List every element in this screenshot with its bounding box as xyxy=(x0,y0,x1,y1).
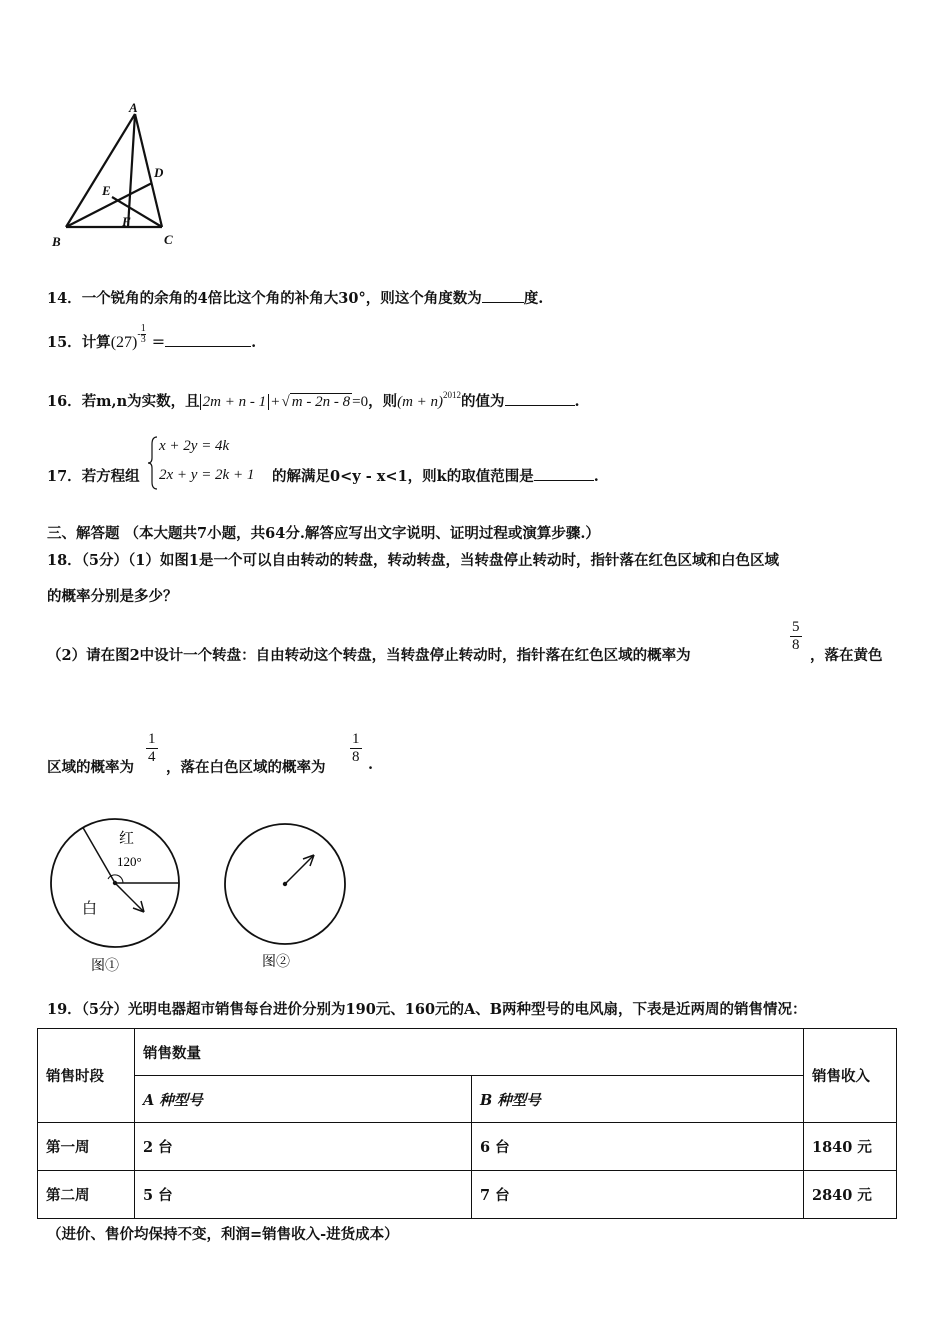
label-e: E xyxy=(102,183,111,198)
q16-plus: + xyxy=(271,394,280,410)
q17-condition xyxy=(272,465,599,486)
q18-line-1: 18．（5分）（1）如图1是一个可以自由转动的转盘，转动转盘，当转盘停止转动时，指针落在红色区域和白色区域 xyxy=(47,552,779,569)
q15-exp-num: 1 xyxy=(140,323,146,335)
question-15 xyxy=(47,323,257,355)
yellow-prob-den: 4 xyxy=(148,749,156,765)
q15-suffix: . xyxy=(251,334,257,351)
row-1-period: 第一周 xyxy=(38,1123,135,1171)
q16-suffix: . xyxy=(574,393,580,410)
spinner-2-pointer xyxy=(285,855,314,884)
label-b: B xyxy=(52,234,61,249)
section-3-title: 三、解答题 （本大题共7小题，共64分.解答应写出文字说明、证明过程或演算步骤.） xyxy=(47,525,600,542)
q15-number: 15． xyxy=(47,334,82,351)
figure-1-caption: 图① xyxy=(91,959,119,974)
table-row xyxy=(38,1123,897,1171)
brace-icon xyxy=(148,436,158,490)
label-f: F xyxy=(122,214,131,229)
question-16 xyxy=(47,390,580,411)
header-quantity: 销售数量 xyxy=(135,1029,804,1076)
label-c: C xyxy=(164,232,173,247)
q14-number: 14． xyxy=(47,290,82,307)
q16-power-expr: (m + n) xyxy=(397,394,444,410)
row-2-revenue: 2840 元 xyxy=(804,1171,897,1219)
spinner-figure-1 xyxy=(45,818,185,978)
header-model-b: B 种型号 xyxy=(472,1076,804,1123)
spinner-1-pointer xyxy=(115,883,144,912)
q14-text: 一个锐角的余角的4倍比这个角的补角大30°，则这个角度数为 xyxy=(81,290,482,307)
row-1-revenue: 1840 元 xyxy=(804,1123,897,1171)
white-prob-den: 8 xyxy=(352,749,360,765)
spinner-figure-2 xyxy=(222,822,352,977)
triangle-figure xyxy=(40,100,200,255)
q14-answer-blank[interactable] xyxy=(482,288,524,303)
q15-exp-den: 3 xyxy=(140,334,146,346)
q16-number: 16． xyxy=(47,393,82,410)
q18-line-3: （2）请在图2中设计一个转盘：自由转动这个转盘，当转盘停止转动时，指针落在红色区域的概率为 xyxy=(47,647,691,664)
sqrt-icon: √ xyxy=(281,394,290,410)
q15-text: 计算 xyxy=(81,334,111,351)
row-2-period: 第二周 xyxy=(38,1171,135,1219)
white-probability xyxy=(350,731,362,766)
row-1-model-a: 2 台 xyxy=(135,1123,472,1171)
spinner-1-radius-upper xyxy=(83,828,115,883)
spinner-2-center xyxy=(283,882,287,886)
figure-2-caption: 图② xyxy=(262,955,290,970)
header-period: 销售时段 xyxy=(38,1029,135,1123)
q15-exponent xyxy=(137,324,145,345)
q15-equals: = xyxy=(151,332,166,351)
header-model-a: A 种型号 xyxy=(135,1076,472,1123)
q17-answer-blank[interactable] xyxy=(534,466,594,481)
q18-line-4: 区域的概率为 xyxy=(47,759,134,776)
table-subheader-row xyxy=(38,1076,897,1123)
red-region-label: 红 xyxy=(119,831,135,847)
white-region-label: 白 xyxy=(82,901,98,917)
q15-exp-sign: - xyxy=(137,329,141,340)
table-header-row xyxy=(38,1029,897,1076)
red-prob-num: 5 xyxy=(792,619,800,635)
sales-table xyxy=(37,1028,897,1219)
q17-suffix: . xyxy=(593,468,599,485)
label-d: D xyxy=(154,165,164,180)
q16-tail: 的值为 xyxy=(461,393,505,410)
q16-abs-expr: 2m + n - 1 xyxy=(200,394,269,410)
white-prob-num: 1 xyxy=(352,731,360,747)
segment-ce xyxy=(112,197,162,227)
yellow-probability xyxy=(146,731,158,766)
q16-power-exp: 2012 xyxy=(443,390,462,400)
q18-line-3-tail: ，落在黄色 xyxy=(810,647,883,664)
q15-answer-blank[interactable] xyxy=(165,332,251,347)
q16-eq-zero: =0 xyxy=(352,394,369,410)
angle-label: 120° xyxy=(117,854,142,869)
q15-base: (27) xyxy=(110,334,138,351)
q17-equation-1: x + 2y = 4k xyxy=(159,438,230,454)
red-probability xyxy=(790,619,802,654)
q17-text: 若方程组 xyxy=(81,468,140,485)
row-2-model-b: 7 台 xyxy=(472,1171,804,1219)
q16-answer-blank[interactable] xyxy=(505,391,575,406)
q18-line-2: 的概率分别是多少？ xyxy=(47,588,178,605)
q17-equation-2: 2x + y = 2k + 1 xyxy=(159,467,255,483)
question-17 xyxy=(47,465,140,486)
q19-text: 19．（5分）光明电器超市销售每台进价分别为190元、160元的A、B两种型号的电风扇，下表是近两周的销售情况： xyxy=(47,1001,807,1018)
row-1-model-b: 6 台 xyxy=(472,1123,804,1171)
question-14 xyxy=(47,287,543,308)
table-row xyxy=(38,1171,897,1219)
row-2-model-a: 5 台 xyxy=(135,1171,472,1219)
spinner-1-center xyxy=(113,881,117,885)
q17-tail: 的解满足0<y - x<1，则k的取值范围是 xyxy=(272,468,534,485)
red-prob-den: 8 xyxy=(792,637,800,653)
q19-note: （进价、售价均保持不变，利润=销售收入-进货成本） xyxy=(47,1226,399,1243)
q18-line-4-tail: . xyxy=(368,756,374,773)
q14-suffix: 度. xyxy=(523,290,544,307)
q16-text: 若m,n为实数，且 xyxy=(81,393,200,410)
header-revenue: 销售收入 xyxy=(804,1029,897,1123)
q16-sqrt-expr: m - 2n - 8 xyxy=(291,394,351,410)
label-a: A xyxy=(129,100,138,115)
yellow-prob-num: 1 xyxy=(148,731,156,747)
q18-line-4-mid: ，落在白色区域的概率为 xyxy=(166,759,326,776)
q17-number: 17． xyxy=(47,468,82,485)
q16-then: ，则 xyxy=(368,393,398,410)
